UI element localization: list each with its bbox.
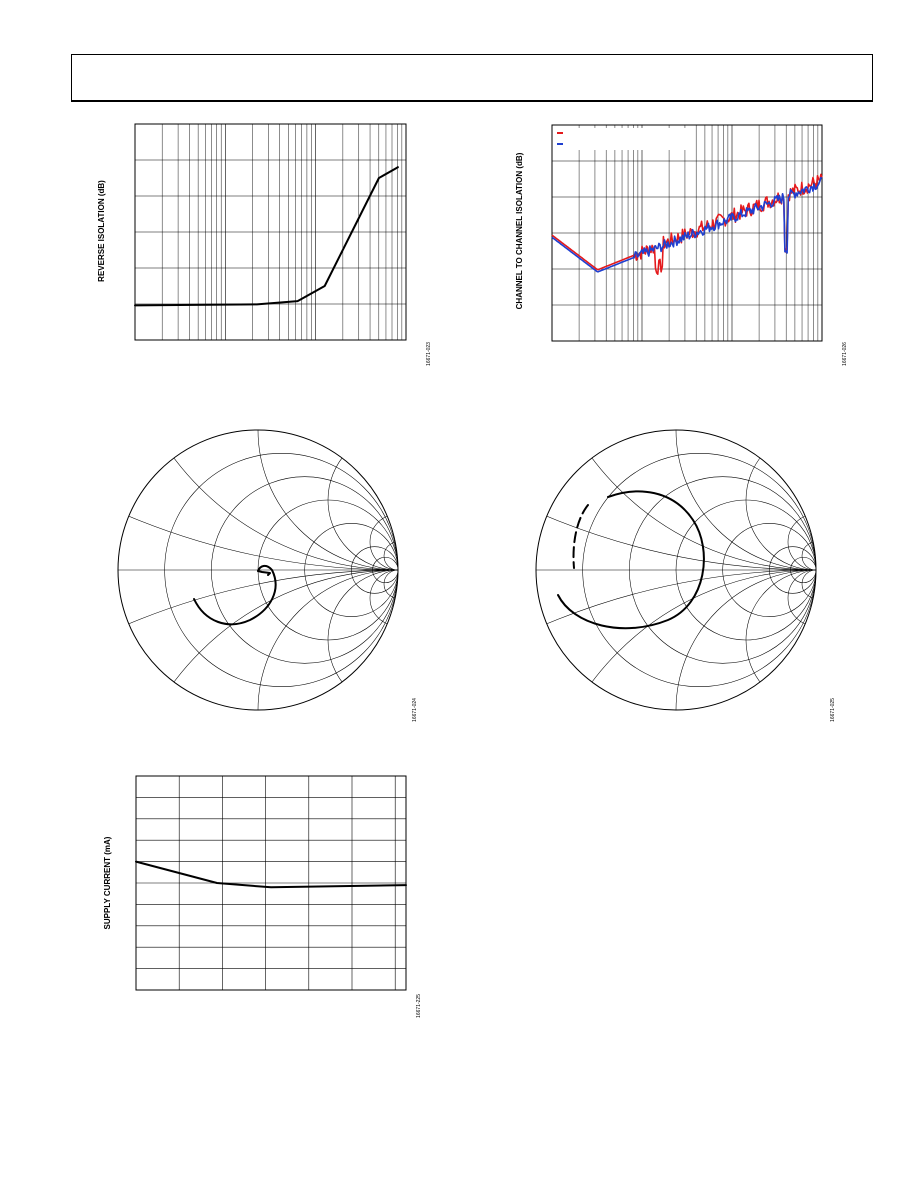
reverse-isolation-chart — [90, 118, 450, 380]
smith-reactance-arc — [110, 570, 430, 730]
smith-reactance-arc — [528, 420, 848, 570]
smith-reactance-arc — [258, 420, 430, 570]
smith-right-trace-inner — [574, 505, 588, 568]
smith-reactance-arc — [528, 570, 848, 730]
smith-reactance-arc — [536, 570, 848, 730]
channel-isolation-fig-code: 16671-026 — [842, 342, 848, 366]
smith-grid-lines — [528, 420, 848, 730]
smith-reactance-arc — [110, 420, 430, 570]
channel-isolation-chart — [506, 118, 866, 380]
smith-reactance-arc — [676, 420, 848, 570]
supply-current-trace — [136, 862, 406, 888]
channel-isolation-trace-red — [552, 174, 822, 274]
smith-chart-left — [110, 420, 430, 730]
channel-isolation-grid — [552, 125, 822, 341]
channel-isolation-ylabel: CHANNEL TO CHANNEL ISOLATION (dB) — [515, 152, 524, 310]
reverse-isolation-grid — [135, 124, 406, 340]
smith-reactance-arc — [676, 570, 848, 730]
smith-grid-lines — [110, 420, 430, 730]
smith-chart-right-grid — [528, 420, 848, 730]
reverse-isolation-trace — [135, 167, 398, 305]
smith-right-fig-code: 16671-025 — [830, 698, 836, 722]
reverse-isolation-fig-code: 16671-023 — [426, 342, 432, 366]
supply-current-grid — [136, 776, 406, 990]
smith-chart-left-grid — [110, 420, 430, 730]
supply-current-fig-code: 16671-225 — [416, 994, 422, 1018]
channel-isolation-legend-box — [556, 128, 686, 150]
smith-left-fig-code: 16671-024 — [412, 698, 418, 722]
supply-current-ylabel: SUPPLY CURRENT (mA) — [103, 836, 112, 930]
smith-left-trace-2 — [258, 571, 270, 575]
channel-isolation-trace-blue — [552, 178, 822, 272]
smith-left-trace-1 — [194, 566, 276, 624]
page-header-box — [71, 54, 873, 102]
smith-right-trace-outer — [558, 491, 704, 628]
reverse-isolation-ylabel: REVERSE ISOLATION (dB) — [97, 180, 106, 282]
smith-chart-right — [528, 420, 848, 730]
supply-current-chart — [90, 770, 450, 1030]
smith-reactance-arc — [258, 570, 430, 730]
